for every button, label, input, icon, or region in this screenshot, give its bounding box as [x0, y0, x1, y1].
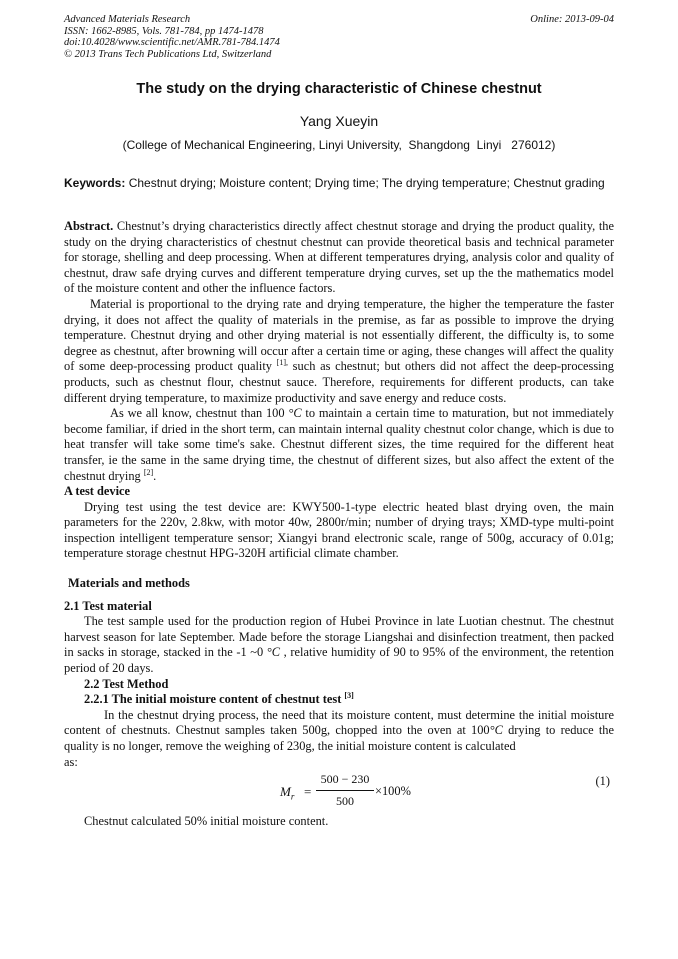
paper-body: [64, 219, 614, 830]
equals-sign: =: [304, 784, 312, 800]
section-heading-test-device: A test device: [64, 484, 131, 499]
citation-3[interactable]: [3]: [344, 691, 354, 701]
equation-lhs-subscript: r: [290, 791, 295, 802]
abstract-p2-text: Material is proportional to the drying rate and drying temperature, the higher the temperature the faster drying, it does not affect the quality of materials in the premise, as far as possible to improve the drying temperature. Chestnut drying and other drying material is not essentially different, the difficulty is, to some degree as chestnut, after browning will occur after a certain time or aging, these changes will affect the quality of some deep-processing product quality: [64, 296, 614, 374]
keywords-label: Keywords:: [64, 176, 126, 190]
times-percent: ×100%: [375, 784, 411, 799]
numerator: 500 − 230: [316, 772, 374, 791]
heading-text: 2.2.1 The initial moisture content of chestnut test: [84, 692, 345, 707]
abstract-p3-text: As we all know, chestnut than 100: [110, 406, 289, 421]
abstract-paragraph: [64, 219, 614, 297]
abstract-text: Chestnut’s drying characteristics directly affect chestnut storage and drying the product quality, the study on the drying characteristics of chestnut chestnut can provide theoretical basis and technical parameter for storage, shelling and deep processing. When at different temperatures drying, analysis color and quality of chestnut, draw safe drying curves and different temperature drying curves, set up the the mathematics model of the moisture content and other the influence factors.: [64, 219, 614, 296]
paper-title: The study on the drying characteristic of Chinese chestnut: [136, 81, 542, 97]
result-line: Chestnut calculated 50% initial moisture content.: [84, 814, 329, 829]
test-device-paragraph: Drying test using the test device are: KWY500-1-type electric heated blast drying oven, the main parameters for the 220v, 2.8kw, with motor 40w, 2800r/min; number of drying trays; XMD-type multi-point inspection intelligent temperature sensor; Xiangyi brand electronic scale, range of 500g, accuracy of 0.01g; temperature storage chestnut HPG-320H artificial climate chamber.: [64, 499, 614, 561]
citation-2[interactable]: [2]: [143, 467, 154, 477]
equation-number: (1): [595, 774, 610, 789]
celsius-unit: °C: [489, 723, 503, 738]
abstract-label: Abstract.: [64, 219, 114, 233]
doi-line: doi:10.4028/www.scientific.net/AMR.781-784.1474: [64, 37, 280, 48]
abstract-paragraph-2: [64, 297, 614, 406]
abstract-paragraph-3: [64, 406, 614, 484]
issn-line: ISSN: 1662-8985, Vols. 781-784, pp 1474-1478: [64, 25, 264, 37]
denominator: 500: [336, 793, 354, 808]
keywords: [64, 176, 614, 190]
author-affiliation: (College of Mechanical Engineering, Linyi University, Shangdong Linyi 276012): [122, 138, 556, 152]
author-name: Yang Xueyin: [299, 113, 379, 129]
equation-lhs: [280, 784, 294, 805]
copyright-line: © 2013 Trans Tech Publications Ltd, Switzerland: [64, 48, 272, 60]
equation-fraction: [316, 772, 374, 809]
moisture-paragraph: [64, 708, 614, 755]
equation-lhs-symbol: M: [280, 784, 291, 800]
test-material-text: The test sample used for the production region of Hubei Province in late Luotian chestnut. The chestnut harvest season for late September. Made before the storage Liangshai and disinfection treatment, then packed in sacks in storage, stacked in the -1 ~0: [64, 614, 614, 660]
section-heading-2-2-1: [64, 692, 614, 708]
celsius-unit: °C: [266, 645, 281, 660]
section-heading-2-2: 2.2 Test Method: [84, 676, 169, 691]
keywords-text: Chestnut drying; Moisture content; Drying time; The drying temperature; Chestnut grading: [125, 176, 605, 190]
celsius-unit: °C: [288, 406, 302, 421]
as-label: as:: [64, 754, 78, 769]
test-material-paragraph: [64, 614, 614, 676]
journal-name: Advanced Materials Research: [64, 14, 191, 25]
journal-header: [64, 14, 614, 60]
section-heading-materials: Materials and methods: [68, 576, 190, 591]
moisture-text: In the chestnut drying process, the need that its moisture content, must determine the initial moisture content of chestnuts. Chestnut samples taken 500g, chopped into the oven at 100: [64, 707, 614, 738]
citation-1[interactable]: [1],: [276, 358, 288, 368]
test-material-text-cont: , relative humidity of 90 to 95% of the environment, the retention period of 20 days.: [64, 645, 614, 676]
section-heading-2-1: 2.1 Test material: [64, 598, 152, 613]
moisture-text-cont: drying to reduce the quality is no longer, remove the weighing of 230g, the initial moisture content is calculated: [64, 723, 614, 753]
online-date: Online: 2013-09-04: [530, 14, 614, 25]
abstract-p3-end: .: [153, 468, 157, 483]
abstract-p3-text-cont: to maintain a certain time to maturation, but not immediately become familiar, if dried in the short term, can maintain internal quality chestnut color change, which is due to heat transfer will take some time's sake. Chestnut different sizes, the time required for the different heat transfer, ie the same in the same drying time, the chestnut of different sizes, but also affect the extent of the chestnut drying: [64, 406, 614, 483]
abstract-p2-text-cont: such as chestnut; but others did not affect the deep-processing products, such as chestnut flour, chestnut sauce. Therefore, requirements for different products, can take different drying temperature, to maximize productivity and save energy and reduce costs.: [64, 359, 614, 405]
equation-1: [64, 772, 614, 812]
